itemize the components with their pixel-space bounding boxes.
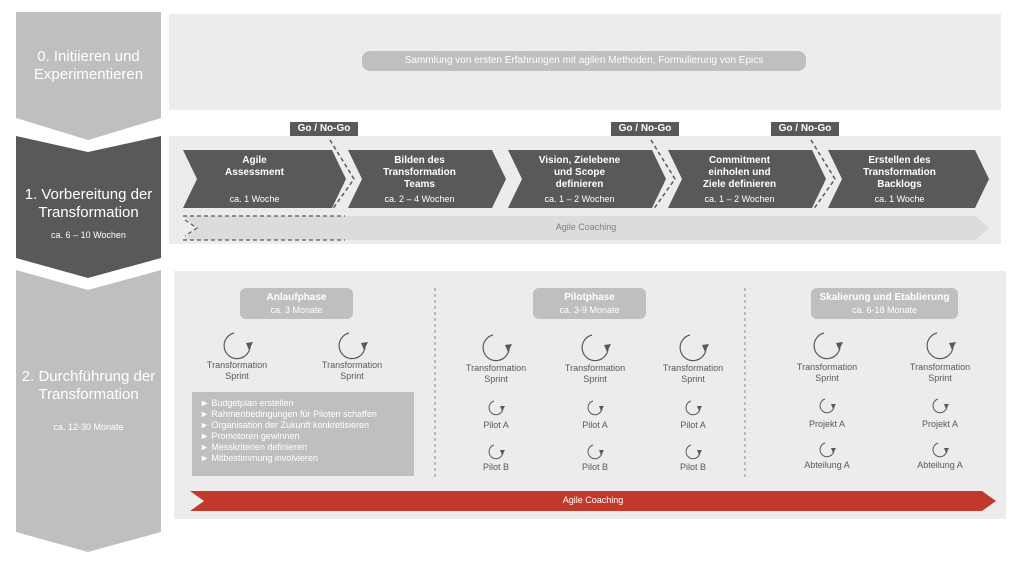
gonogo-label-2: Go / No-Go [611,122,679,136]
pilot-a-label: Pilot A [680,420,706,430]
step-1-duration: ca. 1 Woche [229,194,280,204]
step-2-title: Bilden des Transformation Teams [383,155,456,190]
step-3-title: Vision, Zielebene und Scope definieren [538,155,621,190]
task-item: ► Rahmenbedingungen für Piloten schaffen [200,409,377,419]
step-3-duration: ca. 1 – 2 Wochen [544,194,615,204]
task-item: ► Messkriterien definieren [200,442,307,452]
gonogo-label-3: Go / No-Go [771,122,839,136]
task-item: ► Organisation der Zukunft konkretisieren [200,420,369,430]
subphase-2-duration: ca. 3-9 Monate [559,305,620,315]
task-item: ► Mitbestimmung involvieren [200,453,318,463]
projekt-a-label: Projekt A [921,419,959,429]
subphase-1-title: Anlaufphase [266,292,327,303]
sprint-label: Transformation Sprint [206,360,268,381]
phase-2-title: 2. Durchführung der Transformation [21,368,156,403]
phase-1-title: 1. Vorbereitung der Transformation [24,186,153,221]
pilot-b-label: Pilot B [679,462,706,472]
phase-0-banner: Sammlung von ersten Erfahrungen mit agilen Methoden, Formulierung von Epics [404,55,764,66]
subphase-pill-1 [240,288,353,319]
step-2-duration: ca. 2 – 4 Wochen [384,194,455,204]
phase-2-chevron [16,270,161,552]
phase-0-title: 0. Initiieren und Experimentieren [33,48,144,83]
step-4-duration: ca. 1 – 2 Wochen [704,194,775,204]
sprint-label: Transformation Sprint [909,362,971,383]
abteilung-a-label: Abteilung A [804,460,850,470]
coaching-label-2: Agile Coaching [562,495,624,505]
pilot-a-label: Pilot A [483,420,509,430]
pilot-b-label: Pilot B [581,462,608,472]
subphase-3-duration: ca. 6-18 Monate [851,305,918,315]
subphase-pill-2 [533,288,646,319]
phase-1-duration: ca. 6 – 10 Wochen [51,230,126,240]
sprint-label: Transformation Sprint [564,363,626,384]
subphase-pill-3 [811,288,958,319]
sprint-label: Transformation Sprint [796,362,858,383]
task-item: ► Budgetplan erstellen [200,398,294,408]
subphase-2-title: Pilotphase [564,292,615,303]
step-5-title: Erstellen des Transformation Backlogs [863,155,936,190]
sprint-label: Transformation Sprint [465,363,527,384]
subphase-3-title: Skalierung und Etablierung [819,292,950,303]
anlaufphase-task-list [192,392,414,476]
step-5-duration: ca. 1 Woche [874,194,925,204]
pilot-a-label: Pilot A [582,420,608,430]
subphase-1-duration: ca. 3 Monate [270,305,323,315]
task-item: ► Promotoren gewinnen [200,431,300,441]
gonogo-label-1: Go / No-Go [290,122,358,136]
step-4-title: Commitment einholen und Ziele definieren [702,155,777,190]
projekt-a-label: Projekt A [808,419,846,429]
sprint-label: Transformation Sprint [321,360,383,381]
abteilung-a-label: Abteilung A [917,460,963,470]
coaching-label-1: Agile Coaching [555,222,617,232]
step-1-title: Agile Assessment [225,155,284,178]
pilot-b-label: Pilot B [482,462,509,472]
phase-2-duration: ca. 12-30 Monate [53,422,124,432]
sprint-label: Transformation Sprint [662,363,724,384]
